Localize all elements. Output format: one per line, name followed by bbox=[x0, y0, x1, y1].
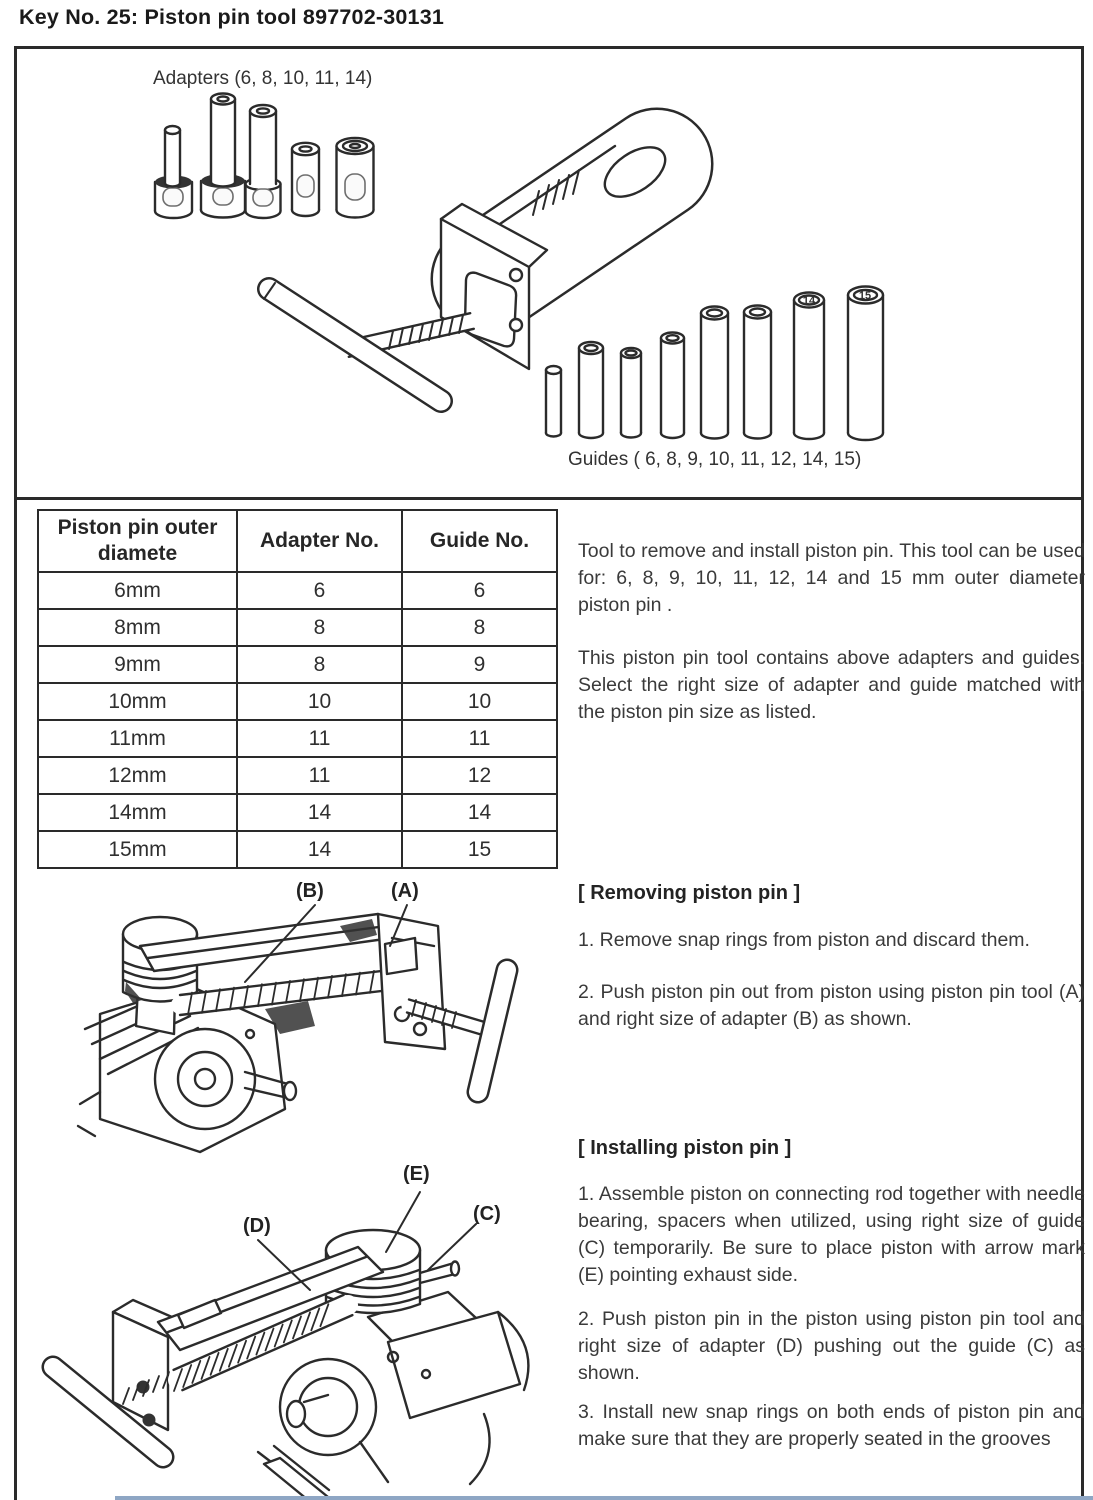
table-row bbox=[38, 720, 557, 757]
tool-kit-illustration-section bbox=[17, 49, 1081, 500]
cell-diameter: 6mm bbox=[38, 572, 237, 609]
callout-label-a: (A) bbox=[391, 880, 419, 902]
page-bottom-strip bbox=[115, 1496, 1093, 1500]
removing-heading: [ Removing piston pin ] bbox=[578, 882, 801, 904]
cell-diameter: 11mm bbox=[38, 720, 237, 757]
table-row bbox=[38, 646, 557, 683]
cell-diameter: 15mm bbox=[38, 831, 237, 868]
installing-step-3: 3. Install new snap rings on both ends of piston pin and make sure that they are properly seated in the grooves bbox=[578, 1401, 1085, 1450]
cell-adapter: 11 bbox=[237, 720, 402, 757]
table-row bbox=[38, 572, 557, 609]
tool-kit-illustration bbox=[17, 49, 1083, 497]
callout-label-d: (D) bbox=[243, 1215, 271, 1237]
cell-diameter: 10mm bbox=[38, 683, 237, 720]
adapters-caption: Adapters (6, 8, 10, 11, 14) bbox=[153, 68, 373, 89]
installing-step-2: 2. Push piston pin in the piston using piston pin tool and right size of adapter (D) pushing out the guide (C) as shown. bbox=[578, 1308, 1085, 1384]
cell-adapter: 8 bbox=[237, 609, 402, 646]
tool-contents-paragraph: This piston pin tool contains above adapters and guides. Select the right size of adapter and guide matched with the piston pin size as listed. bbox=[578, 647, 1085, 723]
cell-adapter: 11 bbox=[237, 757, 402, 794]
cell-guide: 15 bbox=[402, 831, 557, 868]
callout-label-c: (C) bbox=[473, 1203, 501, 1225]
tool-description-paragraph: Tool to remove and install piston pin. This tool can be used for: 6, 8, 9, 10, 11, 12, 14 and 15 mm outer diameter piston pin . bbox=[578, 540, 1085, 616]
table-row bbox=[38, 683, 557, 720]
cell-guide: 6 bbox=[402, 572, 557, 609]
page-title: Key No. 25: Piston pin tool 897702-30131 bbox=[19, 5, 445, 29]
guide-14-number: 14 bbox=[802, 295, 816, 307]
col-header-guide: Guide No. bbox=[402, 510, 557, 572]
col-header-diameter: Piston pin outer diamete bbox=[38, 510, 237, 572]
table-row bbox=[38, 794, 557, 831]
cell-adapter: 8 bbox=[237, 646, 402, 683]
installing-heading: [ Installing piston pin ] bbox=[578, 1137, 792, 1159]
installing-step-1: 1. Assemble piston on connecting rod together with needle bearing, spacers when utilized, using right size of guide (C) temporarily. Be sure to place piston with arrow mark (E) pointing exhaust side. bbox=[578, 1183, 1085, 1286]
guides-caption: Guides ( 6, 8, 9, 10, 11, 12, 14, 15) bbox=[568, 449, 862, 470]
cell-adapter: 14 bbox=[237, 831, 402, 868]
table-row bbox=[38, 831, 557, 868]
removing-step-1: 1. Remove snap rings from piston and discard them. bbox=[578, 929, 1030, 951]
cell-guide: 10 bbox=[402, 683, 557, 720]
table-row bbox=[38, 757, 557, 794]
table-row bbox=[38, 609, 557, 646]
cell-guide: 11 bbox=[402, 720, 557, 757]
cell-diameter: 14mm bbox=[38, 794, 237, 831]
callout-label-b: (B) bbox=[296, 880, 324, 902]
pin-size-table bbox=[37, 509, 558, 869]
col-header-adapter: Adapter No. bbox=[237, 510, 402, 572]
table-header-row bbox=[38, 510, 557, 572]
cell-adapter: 14 bbox=[237, 794, 402, 831]
cell-adapter: 10 bbox=[237, 683, 402, 720]
cell-guide: 14 bbox=[402, 794, 557, 831]
removing-step-2: 2. Push piston pin out from piston using piston pin tool (A) and right size of adapter (B) as shown. bbox=[578, 981, 1085, 1030]
cell-diameter: 9mm bbox=[38, 646, 237, 683]
cell-adapter: 6 bbox=[237, 572, 402, 609]
cell-guide: 12 bbox=[402, 757, 557, 794]
cell-guide: 8 bbox=[402, 609, 557, 646]
cell-diameter: 8mm bbox=[38, 609, 237, 646]
cell-diameter: 12mm bbox=[38, 757, 237, 794]
callout-label-e: (E) bbox=[403, 1163, 430, 1185]
cell-guide: 9 bbox=[402, 646, 557, 683]
removing-illustration bbox=[40, 874, 565, 1166]
guide-15-number: 15 bbox=[858, 290, 872, 302]
